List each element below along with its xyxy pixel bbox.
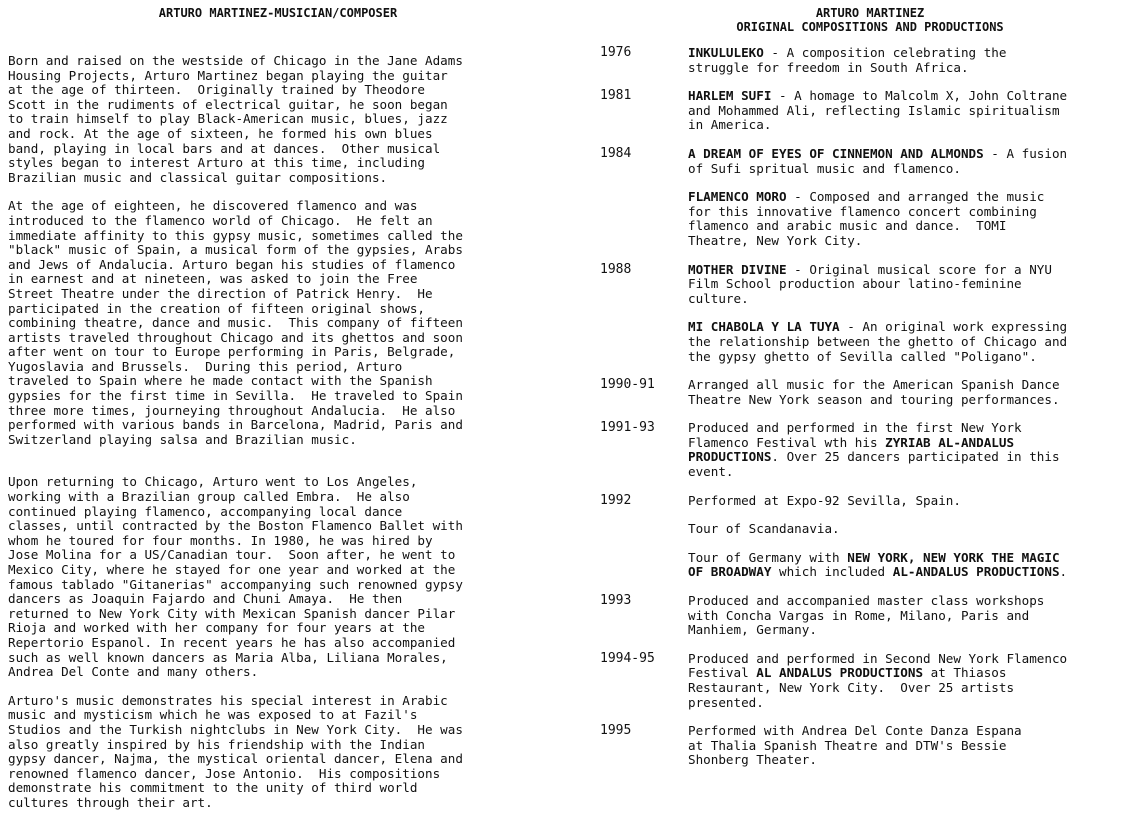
entry-text: - Original musical score for a NYU Film School production abour latino-feminine culture. — [688, 261, 1052, 306]
entry-1995 — [600, 724, 1140, 768]
entry-text: Produced and performed in Second New York Flamenco Festival — [688, 650, 1068, 681]
entry-year: 1993 — [600, 593, 632, 609]
entry-1988-group — [688, 263, 1067, 365]
entry-text: - A fusion of Sufi spritual music and flamenco. — [688, 145, 1068, 176]
entry-description: Produced and accompanied master class workshops with Concha Vargas in Rome, Milano, Paris and Manhiem, Germany. — [688, 593, 1045, 638]
entry-1993 — [600, 594, 1140, 638]
entry-text: . — [1059, 564, 1068, 580]
entry-text: - A homage to Malcolm X, John Coltrane and Mohammed Ali, reflecting Islamic spiritualism in America. — [688, 88, 1068, 133]
work-title: MOTHER DIVINE — [688, 261, 787, 277]
entry-year: 1991-93 — [600, 420, 655, 436]
entry-text: - An original work expressing the relationship between the ghetto of Chicago and the gypsy ghetto of Sevilla called "Poligano". — [688, 319, 1068, 364]
work-title: FLAMENCO MORO — [688, 189, 787, 205]
production-title: ZYRIAB AL-ANDALUS PRODUCTIONS — [688, 434, 1015, 465]
compositions-title — [600, 6, 1140, 34]
entry-year: 1990-91 — [600, 377, 655, 393]
entry-1994-95 — [600, 652, 1140, 710]
entry-text: - A composition celebrating the struggle for freedom in South Africa. — [688, 45, 1007, 75]
entry-text: which included — [771, 564, 893, 580]
compositions-column — [600, 6, 1140, 782]
entry-1988 — [600, 263, 1140, 365]
entry-description — [688, 652, 1067, 710]
entry-description — [688, 46, 1006, 75]
entry-1990-91 — [600, 378, 1140, 407]
entry-description — [688, 89, 1067, 133]
work-title: A DREAM OF EYES OF CINNEMON AND ALMONDS — [688, 145, 984, 161]
work-title: MI CHABOLA Y LA TUYA — [688, 319, 840, 335]
entry-text: Tour of Germany with — [688, 549, 848, 565]
production-title: AL-ANDALUS PRODUCTIONS — [892, 564, 1060, 580]
entry-year: 1995 — [600, 723, 632, 739]
biography-paragraph-1: Born and raised on the westside of Chicago in the Jane Adams Housing Projects, Arturo Martinez began playing the guitar at the age of thirteen. Originally trained by Theodore Scott in the rudiments of electrical guitar, he soon began to train himself to play Black-American music, blues, jazz and rock. At the age of sixteen, he formed his own blues band, playing in local bars and at dances. Other musical styles began to interest Arturo at this time, including Brazilian music and classical guitar compositions. — [8, 53, 463, 185]
entry-1992 — [600, 494, 1140, 580]
entry-scandanavia: Tour of Scandanavia. — [688, 521, 840, 537]
entry-description: Performed with Andrea Del Conte Danza Espana at Thalia Spanish Theatre and DTW's Bessie Shonberg Theater. — [688, 723, 1022, 768]
entry-1984 — [600, 147, 1140, 249]
entry-description — [688, 263, 1067, 307]
biography-paragraph-3: Upon returning to Chicago, Arturo went to Los Angeles, working with a Brazilian group called Embra. He also continued playing flamenco, accompanying local dance classes, until contracted by the Boston Flamenco Ballet with whom he toured for four months. In 1980, he was hired by Jose Molina for a US/Canadian tour. Soon after, he went to Mexico City, where he stayed for one year and worked at the famous tablado "Gitanerias" accompanying such renowned gypsy dancers as Joaquin Fajardo and Chuni Amaya. He then returned to New York City with Mexican Spanish dancer Pilar Rioja and worked with her company for four years at the Repertorio Espanol. In recent years he has also accompanied such as well known dancers as Maria Alba, Liliana Morales, Andrea Del Conte and many others. — [8, 474, 463, 680]
entry-year: 1992 — [600, 492, 632, 508]
entry-germany — [688, 551, 1067, 580]
production-title: NEW YORK, NEW YORK THE MAGIC OF BROADWAY — [688, 549, 1060, 580]
entry-description: Arranged all music for the American Spanish Dance Theatre New York season and touring performances. — [688, 377, 1060, 407]
entry-description: Performed at Expo-92 Sevilla, Spain. — [688, 492, 961, 508]
entry-1992-group — [688, 494, 1067, 580]
entry-text: at Thiasos Restaurant, New York City. Over 25 artists presented. — [688, 665, 1015, 710]
entry-year: 1984 — [600, 145, 632, 161]
entry-year: 1994-95 — [600, 650, 655, 666]
entry-flamenco-moro — [688, 190, 1067, 248]
biography-paragraph-2: At the age of eighteen, he discovered flamenco and was introduced to the flamenco world of Chicago. He felt an immediate affinity to this gypsy music, sometimes called the "black" music of Spain, a musical form of the gypsies, Arabs and Jews of Andalucia. Arturo began his studies of flamenco in earnest and at nineteen, was asked to join the Free Street Theatre under the direction of Patrick Henry. He participated in the creation of fifteen original shows, combining theatre, dance and music. This company of fifteen artists traveled throughout Chicago and its ghettos and soon after went on tour to Europe performing in Paris, Belgrade, Yugoslavia and Brussels. During this period, Arturo traveled to Spain where he made contact with the Spanish gypsies for the first time in Sevilla. He traveled to Spain three more times, journeying throughout Andalucia. He also performed with various bands in Barcelona, Madrid, Paris and Switzerland playing salsa and Brazilian music. — [8, 198, 463, 447]
compositions-title-line-1: ARTURO MARTINEZ — [815, 6, 925, 20]
entry-mi-chabola — [688, 320, 1067, 364]
work-title: HARLEM SUFI — [688, 88, 772, 104]
entry-text: . Over 25 dancers participated in this event. — [688, 449, 1060, 480]
entry-year: 1981 — [600, 88, 632, 104]
biography-paragraph-4: Arturo's music demonstrates his special interest in Arabic music and mysticism which he was exposed to at Fazil's Studios and the Turkish nightclubs in New York City. He was also greatly inspired by his friendship with the Indian gypsy dancer, Najma, the mystical oriental dancer, Elena and renowned flamenco dancer, Jose Antonio. His compositions demonstrate his commitment to the unity of third world cultures through their art. — [8, 692, 463, 810]
entry-text: - Composed and arranged the music for this innovative flamenco concert combining flamenco and arabic music and dance. TOMI Theatre, New York City. — [688, 189, 1045, 248]
entry-description — [688, 147, 1067, 176]
entry-year: 1988 — [600, 261, 632, 277]
work-title: INKULULEKO — [688, 45, 764, 60]
entry-1976 — [600, 46, 1140, 75]
entry-1991-93 — [600, 421, 1140, 479]
entry-text: Produced and performed in the first New York Flamenco Festival wth his — [688, 420, 1022, 450]
biography-column — [8, 6, 548, 825]
entry-description — [688, 421, 1060, 479]
biography-title: ARTURO MARTINEZ-MUSICIAN/COMPOSER — [158, 6, 398, 20]
entry-1981 — [600, 89, 1140, 133]
entry-1984-group — [688, 147, 1067, 249]
compositions-title-line-2: ORIGINAL COMPOSITIONS AND PRODUCTIONS — [736, 20, 1004, 34]
entry-year: 1976 — [600, 45, 632, 60]
production-title: AL ANDALUS PRODUCTIONS — [756, 665, 924, 681]
